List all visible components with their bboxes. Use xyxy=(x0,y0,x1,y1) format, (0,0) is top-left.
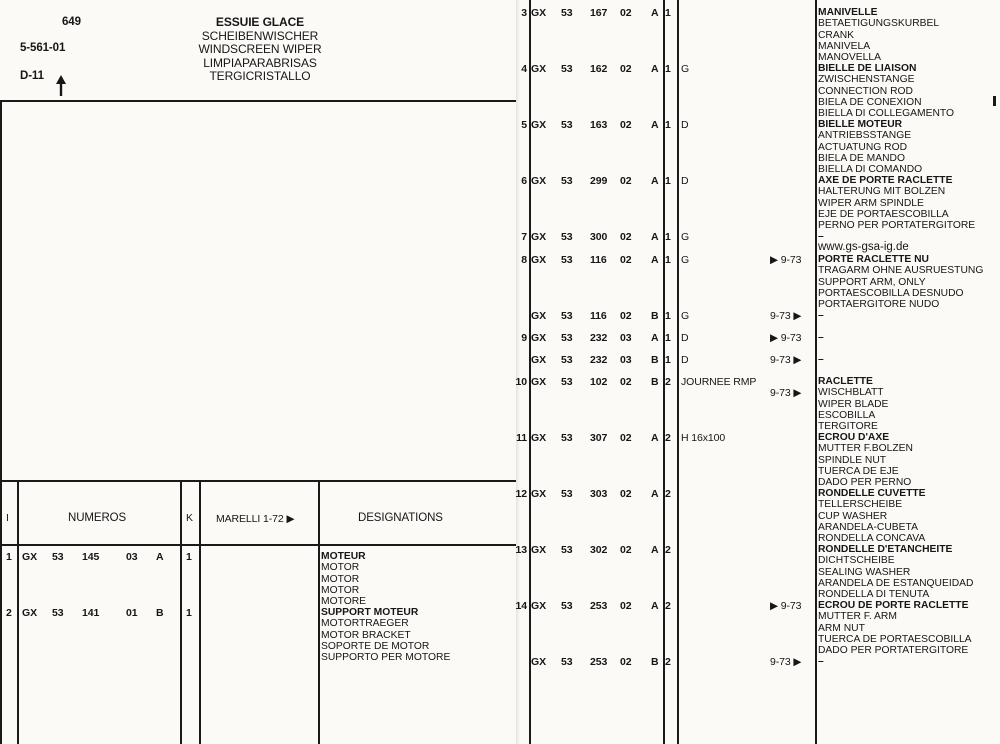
illustration-left-border xyxy=(0,100,2,480)
designation-en: ACTUATUNG ROD xyxy=(818,141,908,153)
date-marker: ▶ 9-73 xyxy=(770,600,802,612)
side-spec: G xyxy=(681,63,690,75)
designation-en: MOTOR xyxy=(321,573,360,585)
part-group: 53 xyxy=(52,607,64,619)
part-qty: 1 xyxy=(665,310,671,322)
designation-fr: RONDELLE CUVETTE xyxy=(818,488,926,499)
col-header-i: I xyxy=(6,512,9,524)
row-index: 10 xyxy=(515,376,527,388)
row-index: 5 xyxy=(521,119,527,131)
part-prefix: GX xyxy=(531,600,546,612)
designation-de: TELLERSCHEIBE xyxy=(818,499,903,511)
col-header-supplier: MARELLI 1-72 ▶ xyxy=(216,513,295,525)
designation-en: MOTOR BRACKET xyxy=(321,629,411,641)
title-fr: ESSUIE GLACE xyxy=(215,15,305,29)
part-variant: A xyxy=(651,488,659,500)
part-group: 53 xyxy=(561,354,573,366)
designation-de: WISCHBLATT xyxy=(818,387,884,399)
part-variant: B xyxy=(651,354,659,366)
part-group: 53 xyxy=(561,432,573,444)
designation-en: CUP WASHER xyxy=(818,510,888,522)
part-prefix: GX xyxy=(531,254,546,266)
side-spec: D xyxy=(681,175,689,187)
designation-es: ESCOBILLA xyxy=(818,409,876,421)
designation-en: CRANK xyxy=(818,29,855,41)
designation-it: PORTAERGITORE NUDO xyxy=(818,299,940,310)
designation-en: WIPER ARM SPINDLE xyxy=(818,197,924,209)
designation-fr: BIELLE DE LIAISON xyxy=(818,63,917,74)
part-variant: A xyxy=(651,600,659,612)
designation-it: BIELLA DI COMANDO xyxy=(818,164,923,175)
part-number: 303 xyxy=(590,488,608,500)
designation-fr: BIELLE MOTEUR xyxy=(818,119,903,130)
designation-it: RONDELLA CONCAVA xyxy=(818,533,926,544)
arrow-up-icon xyxy=(55,75,67,97)
designation-it: TERGITORE xyxy=(818,421,878,432)
part-qty: 2 xyxy=(665,656,671,668)
designation-group-13 xyxy=(818,544,973,600)
designation-de: MUTTER F. ARM xyxy=(818,611,897,623)
row-index: 1 xyxy=(6,551,12,563)
designation-row-14b: – xyxy=(818,656,824,667)
designation-de: ANTRIEBSSTANGE xyxy=(818,130,912,142)
designation-group-5 xyxy=(818,119,922,175)
designation-row-8b: – xyxy=(818,310,824,321)
part-group: 53 xyxy=(561,488,573,500)
title-es: LIMPIAPARABRISAS xyxy=(203,55,317,70)
col-divider-supplier xyxy=(815,0,817,744)
part-number: 232 xyxy=(590,354,608,366)
part-suffix: 02 xyxy=(620,119,632,131)
part-number: 300 xyxy=(590,231,608,243)
designation-row-9b: – xyxy=(818,354,824,365)
col-divider-i xyxy=(529,0,531,744)
part-number: 167 xyxy=(590,7,608,19)
part-number: 141 xyxy=(82,607,100,619)
part-group: 53 xyxy=(561,310,573,322)
col-header-designations: DESIGNATIONS xyxy=(358,512,443,524)
designation-es: EJE DE PORTAESCOBILLA xyxy=(818,208,949,220)
part-variant: B xyxy=(651,310,659,322)
part-number: 299 xyxy=(590,175,608,187)
table-col-divider-i xyxy=(17,480,19,744)
side-spec: D xyxy=(681,119,689,131)
part-group: 53 xyxy=(52,551,64,563)
part-variant: A xyxy=(651,7,659,19)
margin-mark xyxy=(993,96,996,106)
part-qty: 1 xyxy=(665,63,671,75)
designation-de: MOTOR xyxy=(321,562,360,574)
part-group: 53 xyxy=(561,231,573,243)
part-suffix: 02 xyxy=(620,544,632,556)
part-group: 53 xyxy=(561,600,573,612)
designation-fr: MOTEUR xyxy=(321,551,366,562)
ref-number: 5-561-01 xyxy=(20,42,66,54)
side-spec: G xyxy=(681,231,690,243)
part-group: 53 xyxy=(561,544,573,556)
title-de: SCHEIBENWISCHER xyxy=(201,28,319,43)
part-variant: A xyxy=(651,175,659,187)
part-number: 253 xyxy=(590,600,608,612)
designation-group-12 xyxy=(818,488,926,544)
designation-es: BIELA DE MANDO xyxy=(818,152,905,164)
row-index: 11 xyxy=(516,432,527,444)
part-suffix: 02 xyxy=(620,63,632,75)
row-index: 9 xyxy=(521,332,527,344)
designation-group-6 xyxy=(818,175,975,231)
designation-row-9: – xyxy=(818,332,824,343)
designation-row-7: – xyxy=(818,231,824,242)
title-it: TERGICRISTALLO xyxy=(209,69,311,83)
designation-group-3 xyxy=(818,7,939,63)
part-variant: A xyxy=(651,432,659,444)
title-en: WINDSCREEN WIPER xyxy=(198,42,322,56)
page-gutter xyxy=(516,0,520,744)
designation-en: ARM NUT xyxy=(818,622,865,634)
part-suffix: 03 xyxy=(620,354,632,366)
part-variant: A xyxy=(651,119,659,131)
part-variant: A xyxy=(651,544,659,556)
part-qty: 1 xyxy=(186,607,192,619)
designation-es: TUERCA DE EJE xyxy=(818,465,899,477)
part-number: 145 xyxy=(82,551,100,563)
table-left-border xyxy=(0,480,2,744)
part-prefix: GX xyxy=(531,432,546,444)
page-number: 649 xyxy=(62,16,81,28)
row-index: 14 xyxy=(515,600,527,612)
website-link[interactable]: www.gs-gsa-ig.de xyxy=(818,241,909,253)
part-qty: 1 xyxy=(665,332,671,344)
part-number: 232 xyxy=(590,332,608,344)
table-col-divider-k xyxy=(199,480,201,744)
part-variant: A xyxy=(651,63,659,75)
row-index: 3 xyxy=(521,7,527,19)
title-block xyxy=(160,16,360,84)
col-divider-numeros xyxy=(663,0,665,744)
designation-it: BIELLA DI COLLEGAMENTO xyxy=(818,108,955,119)
designation-group-11 xyxy=(818,432,913,488)
designation-group-14 xyxy=(818,600,972,656)
part-number: 163 xyxy=(590,119,608,131)
part-group: 53 xyxy=(561,119,573,131)
designation-es: PORTAESCOBILLA DESNUDO xyxy=(818,287,964,299)
designation-es: TUERCA DE PORTAESCOBILLA xyxy=(818,633,972,645)
part-group: 53 xyxy=(561,63,573,75)
part-qty: 2 xyxy=(665,488,671,500)
designation-de: ZWISCHENSTANGE xyxy=(818,74,915,86)
part-prefix: GX xyxy=(531,175,546,187)
date-marker: ▶ 9-73 xyxy=(770,254,802,266)
part-qty: 1 xyxy=(665,254,671,266)
part-qty: 1 xyxy=(665,354,671,366)
date-marker: 9-73 ▶ xyxy=(770,656,802,668)
designation-en: WIPER BLADE xyxy=(818,398,889,410)
part-qty: 1 xyxy=(665,231,671,243)
ref-code: D-11 xyxy=(20,70,44,82)
illustration-top-border xyxy=(0,100,516,102)
side-spec: JOURNEE RMP xyxy=(681,376,757,388)
side-spec: G xyxy=(681,254,690,266)
designation-en: SPINDLE NUT xyxy=(818,454,887,466)
designation-en: CONNECTION ROD xyxy=(818,85,913,97)
part-number: 162 xyxy=(590,63,608,75)
row-index: 12 xyxy=(515,488,527,500)
row-index: 6 xyxy=(521,175,527,187)
part-prefix: GX xyxy=(531,119,546,131)
designation-es: ARANDELA DE ESTANQUEIDAD xyxy=(818,577,974,589)
designation-es: ARANDELA-CUBETA xyxy=(818,521,918,533)
designation-list xyxy=(321,551,366,607)
part-number: 253 xyxy=(590,656,608,668)
part-number: 116 xyxy=(590,310,607,322)
table-header-top-border xyxy=(0,480,516,482)
row-index: 4 xyxy=(521,63,527,75)
part-qty: 2 xyxy=(665,600,671,612)
designation-it: DADO PER PERNO xyxy=(818,477,912,488)
part-prefix: GX xyxy=(531,332,546,344)
part-suffix: 02 xyxy=(620,175,632,187)
designation-es: MOTOR xyxy=(321,584,360,596)
designation-fr: RACLETTE xyxy=(818,376,873,387)
table-header-bottom-border xyxy=(0,544,516,546)
part-number: 116 xyxy=(590,254,607,266)
designation-fr: SUPPORT MOTEUR xyxy=(321,607,419,618)
part-prefix: GX xyxy=(531,544,546,556)
designation-list xyxy=(321,607,450,663)
col-header-numeros: NUMEROS xyxy=(68,512,127,524)
designation-es: SOPORTE DE MOTOR xyxy=(321,640,430,652)
part-qty: 1 xyxy=(665,119,671,131)
part-prefix: GX xyxy=(531,656,546,668)
part-variant: A xyxy=(156,551,164,563)
part-suffix: 02 xyxy=(620,310,632,322)
designation-es: BIELA DE CONEXION xyxy=(818,96,922,108)
designation-it: MANOVELLA xyxy=(818,52,881,63)
part-group: 53 xyxy=(561,175,573,187)
part-qty: 1 xyxy=(665,7,671,19)
part-variant: B xyxy=(651,376,659,388)
part-suffix: 02 xyxy=(620,432,632,444)
part-suffix: 03 xyxy=(126,551,138,563)
side-spec: H 16x100 xyxy=(681,432,726,444)
part-suffix: 02 xyxy=(620,376,632,388)
table-col-divider-supplier xyxy=(318,480,320,744)
designation-fr: MANIVELLE xyxy=(818,7,878,18)
designation-it: MOTORE xyxy=(321,596,367,607)
designation-group-8 xyxy=(818,254,983,310)
designation-en: SEALING WASHER xyxy=(818,566,911,578)
part-qty: 1 xyxy=(665,175,671,187)
side-spec: D xyxy=(681,354,689,366)
row-index: 2 xyxy=(6,607,12,619)
designation-it: DADO PER PORTATERGITORE xyxy=(818,645,969,656)
designation-de: DICHTSCHEIBE xyxy=(818,555,895,567)
designation-de: HALTERUNG MIT BOLZEN xyxy=(818,186,946,198)
part-variant: B xyxy=(156,607,164,619)
part-number: 302 xyxy=(590,544,608,556)
part-suffix: 02 xyxy=(620,231,632,243)
part-variant: A xyxy=(651,231,659,243)
part-suffix: 02 xyxy=(620,656,632,668)
designation-de: MUTTER F.BOLZEN xyxy=(818,443,913,455)
table-col-divider-numeros xyxy=(180,480,182,744)
part-variant: A xyxy=(651,254,659,266)
part-suffix: 02 xyxy=(620,254,632,266)
side-spec: G xyxy=(681,310,690,322)
col-divider-k xyxy=(677,0,679,744)
part-suffix: 02 xyxy=(620,7,632,19)
part-qty: 1 xyxy=(186,551,192,563)
part-suffix: 02 xyxy=(620,600,632,612)
part-variant: B xyxy=(651,656,659,668)
part-suffix: 02 xyxy=(620,488,632,500)
part-prefix: GX xyxy=(531,63,546,75)
designation-en: SUPPORT ARM, ONLY xyxy=(818,276,926,288)
part-group: 53 xyxy=(561,376,573,388)
row-index: 7 xyxy=(521,231,527,243)
part-prefix: GX xyxy=(531,310,546,322)
part-prefix: GX xyxy=(531,354,546,366)
designation-de: BETAETIGUNGSKURBEL xyxy=(818,18,940,30)
designation-de: MOTORTRAEGER xyxy=(321,618,409,630)
date-marker: 9-73 ▶ xyxy=(770,310,802,322)
part-prefix: GX xyxy=(531,231,546,243)
side-spec: D xyxy=(681,332,689,344)
designation-fr: AXE DE PORTE RACLETTE xyxy=(818,175,953,186)
part-group: 53 xyxy=(561,332,573,344)
part-prefix: GX xyxy=(22,551,37,563)
part-prefix: GX xyxy=(22,607,37,619)
part-variant: A xyxy=(651,332,659,344)
part-qty: 2 xyxy=(665,376,671,388)
part-suffix: 01 xyxy=(126,607,138,619)
designation-fr: PORTE RACLETTE NU xyxy=(818,254,929,265)
row-index: 13 xyxy=(515,544,527,556)
part-qty: 2 xyxy=(665,544,671,556)
designation-group-4 xyxy=(818,63,954,119)
date-marker: 9-73 ▶ xyxy=(770,354,802,366)
part-group: 53 xyxy=(561,7,573,19)
part-suffix: 03 xyxy=(620,332,632,344)
part-group: 53 xyxy=(561,254,573,266)
part-number: 307 xyxy=(590,432,608,444)
designation-fr: ECROU DE PORTE RACLETTE xyxy=(818,600,969,611)
designation-de: TRAGARM OHNE AUSRUESTUNG xyxy=(818,265,984,277)
part-group: 53 xyxy=(561,656,573,668)
col-header-k: K xyxy=(186,512,193,524)
designation-fr: ECROU D'AXE xyxy=(818,432,890,443)
part-prefix: GX xyxy=(531,376,546,388)
date-marker: 9-73 ▶ xyxy=(770,387,802,399)
designation-group-10 xyxy=(818,376,888,432)
part-prefix: GX xyxy=(531,7,546,19)
part-prefix: GX xyxy=(531,488,546,500)
designation-fr: RONDELLE D'ETANCHEITE xyxy=(818,544,953,555)
designation-es: MANIVELA xyxy=(818,40,871,52)
row-index: 8 xyxy=(521,254,527,266)
designation-it: PERNO PER PORTATERGITORE xyxy=(818,220,976,231)
designation-it: SUPPORTO PER MOTORE xyxy=(321,652,451,663)
part-number: 102 xyxy=(590,376,608,388)
designation-it: RONDELLA DI TENUTA xyxy=(818,589,930,600)
part-qty: 2 xyxy=(665,432,671,444)
date-marker: ▶ 9-73 xyxy=(770,332,802,344)
